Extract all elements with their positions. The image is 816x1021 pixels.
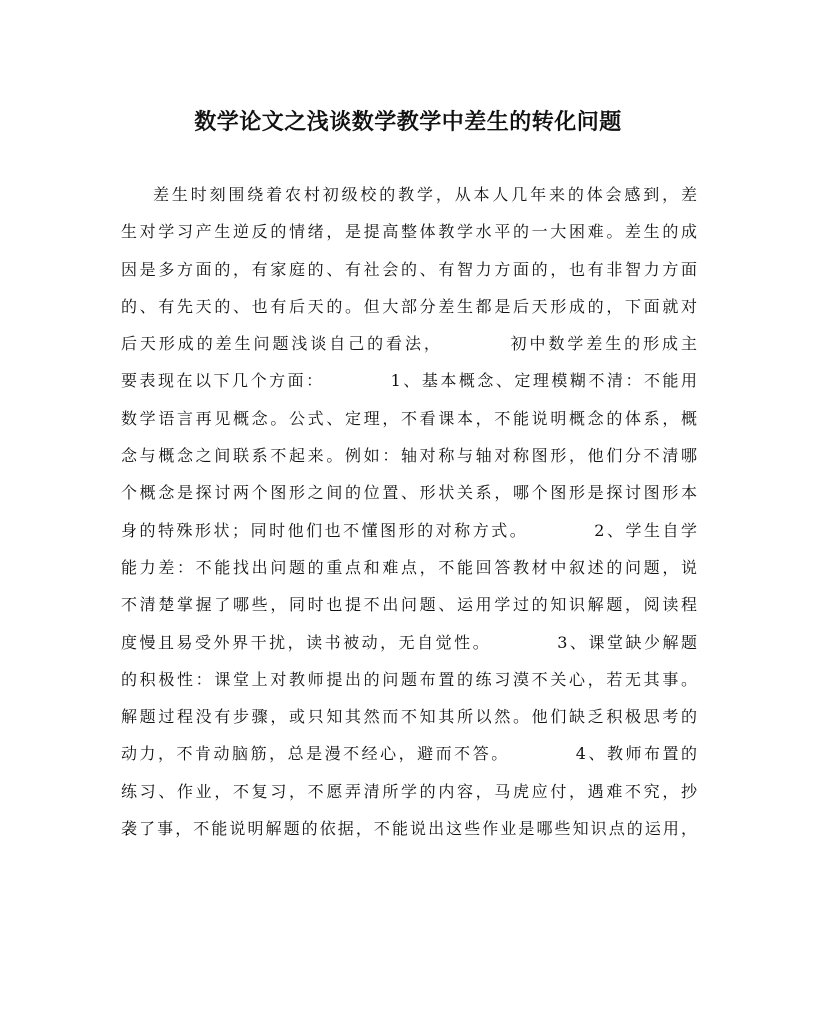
paragraph-line: 因是多方面的，有家庭的、有社会的、有智力方面的，也有非智力方面	[121, 259, 697, 279]
paragraph-line: 数学语言再见概念。公式、定理，不看课本，不能说明概念的体系，概	[121, 408, 697, 428]
document-title: 数学论文之浅谈数学教学中差生的转化问题	[194, 109, 622, 135]
paragraph-line: 解题过程没有步骤，或只知其然而不知其所以然。他们缺乏积极思考的	[121, 707, 697, 727]
paragraph-line: 动力，不肯动脑筋，总是漫不经心，避而不答。 4、教师布置的	[121, 744, 697, 764]
paragraph-line: 差生时刻围绕着农村初级校的教学，从本人几年来的体会感到，差	[153, 185, 697, 204]
paragraph-line: 的、有先天的、也有后天的。但大部分差生都是后天形成的，下面就对	[121, 296, 697, 316]
paragraph-line: 度慢且易受外界干扰，读书被动，无自觉性。 3、课堂缺少解题	[121, 632, 697, 652]
document-body	[121, 176, 697, 847]
paragraph-line: 生对学习产生逆反的情绪，是提高整体教学水平的一大困难。差生的成	[121, 222, 697, 242]
paragraph-line: 练习、作业，不复习，不愿弄清所学的内容，马虎应付，遇难不究，抄	[121, 781, 697, 801]
paragraph-line: 袭了事，不能说明解题的依据，不能说出这些作业是哪些知识点的运用，	[121, 819, 697, 839]
paragraph-line: 不清楚掌握了哪些，同时也提不出问题、运用学过的知识解题，阅读程	[121, 595, 697, 615]
paragraph-line: 身的特殊形状；同时他们也不懂图形的对称方式。 2、学生自学	[121, 520, 697, 540]
paragraph-line: 能力差：不能找出问题的重点和难点，不能回答教材中叙述的问题，说	[121, 557, 697, 577]
paragraph-line: 个概念是探讨两个图形之间的位置、形状关系，哪个图形是探讨图形本	[121, 483, 697, 503]
paragraph-line: 要表现在以下几个方面： 1、基本概念、定理模糊不清：不能用	[121, 371, 697, 391]
paragraph-line: 的积极性：课堂上对教师提出的问题布置的练习漠不关心，若无其事。	[121, 669, 697, 689]
paragraph-line: 念与概念之间联系不起来。例如：轴对称与轴对称图形，他们分不清哪	[121, 446, 697, 466]
paragraph-line: 后天形成的差生问题浅谈自己的看法， 初中数学差生的形成主	[121, 334, 697, 354]
